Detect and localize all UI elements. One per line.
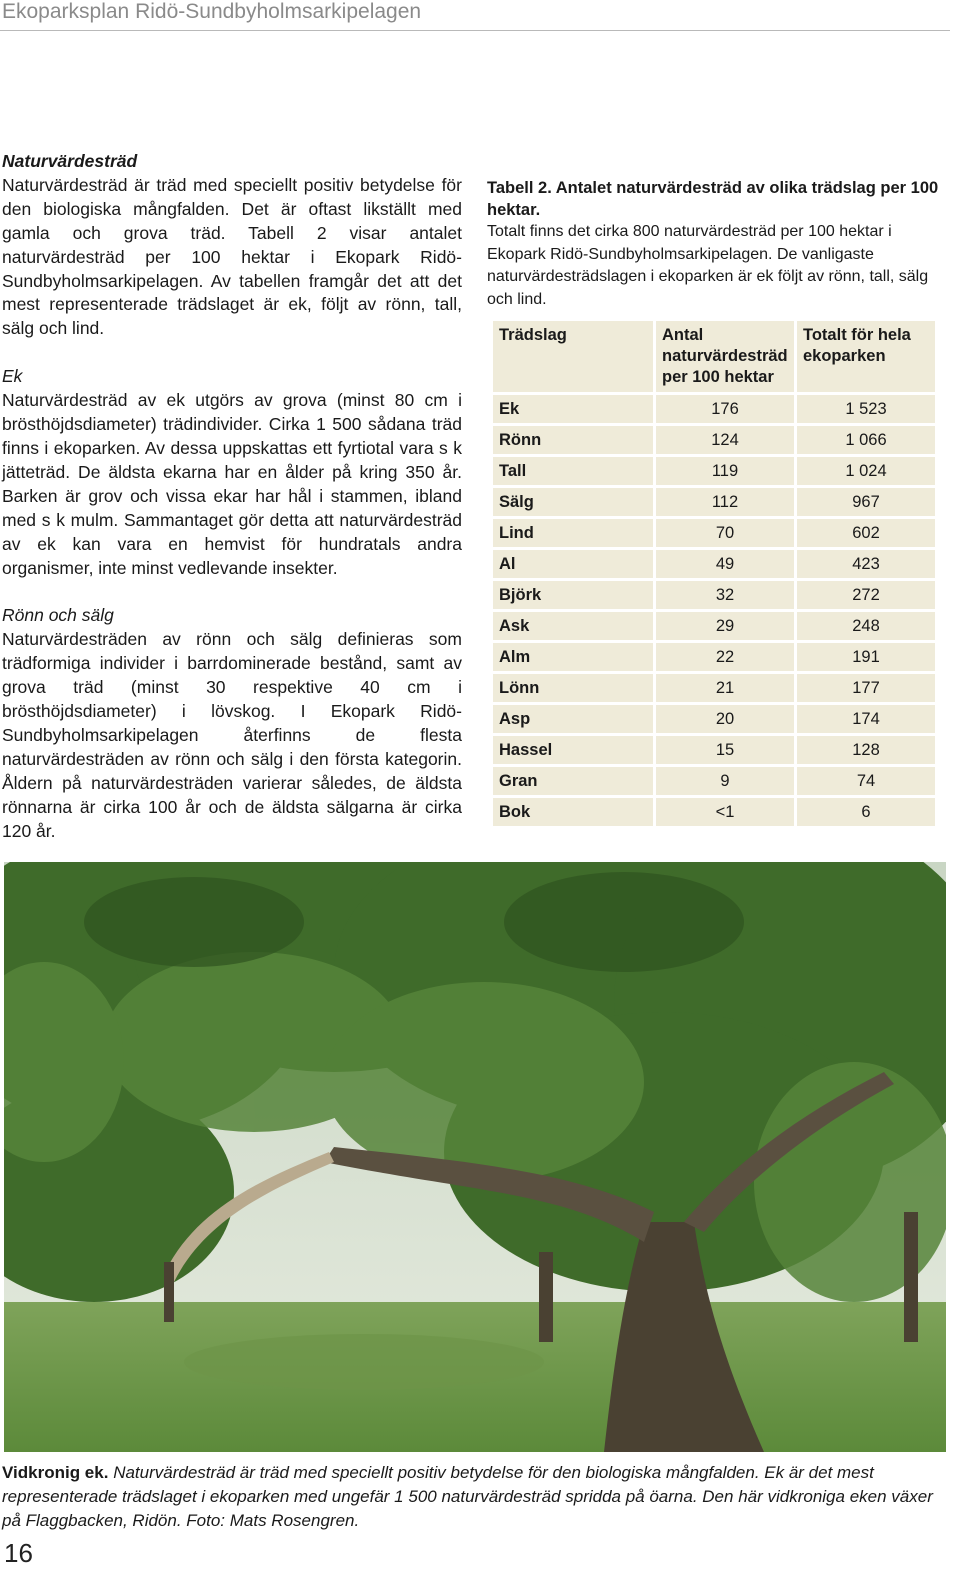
species-cell: Björk [493,581,653,609]
ronn-salg-subheading: Rönn och sälg [2,605,114,626]
species-cell: Lind [493,519,653,547]
running-header [0,0,950,31]
species-cell: Al [493,550,653,578]
photo-illustration [4,862,946,1452]
photo-caption-text: Naturvärdesträd är träd med speciellt positiv betydelse för den biologiska mångfalden. Ek är det mest representerade trädslaget i ekoparken med ungefär 1 500 naturvärdesträd spridda på öarna. Den här vidkroniga eken växer på Flaggbacken, Ridön. Foto: Mats Rosengren. [2,1463,933,1530]
total-cell: 128 [797,736,935,764]
table-row [493,643,935,671]
species-cell: Ek [493,395,653,423]
per-100ha-cell: 70 [656,519,794,547]
body-text-column [2,150,462,843]
species-cell: Ask [493,612,653,640]
ronn-salg-paragraph: Naturvärdesträden av rönn och sälg definieras som trädformiga individer i barrdominerade bestånd, samt av grova träd (minst 30 respektive 40 cm i brösthöjdsdiameter) i lövskog. I Ekopark Ridö-Sundbyholmsarkipelagen återfinns de flesta naturvärdesträden av rönn och sälg i den första kategorin. Åldern på naturvärdesträden varierar således, de äldsta rönnarna är cirka 100 år och de äldsta sälgarna är cirka 120 år. [2,629,462,841]
page-number: 16 [4,1538,33,1568]
total-cell: 191 [797,643,935,671]
per-100ha-cell: 119 [656,457,794,485]
photo-caption [2,1461,950,1533]
per-100ha-cell: 124 [656,426,794,454]
total-cell: 1 523 [797,395,935,423]
per-100ha-cell: 32 [656,581,794,609]
total-cell: 1 066 [797,426,935,454]
per-100ha-cell: 15 [656,736,794,764]
per-100ha-cell: 29 [656,612,794,640]
table-row [493,457,935,485]
per-100ha-cell: 49 [656,550,794,578]
total-cell: 174 [797,705,935,733]
per-100ha-cell: 176 [656,395,794,423]
per-100ha-cell: 22 [656,643,794,671]
ek-paragraph: Naturvärdesträd av ek utgörs av grova (minst 80 cm i brösthöjdsdiameter) trädindivider. Cirka 1 500 sådana träd finns i ekoparken. Av dessa uppskattas ett fyrtiotal vara s k jätteträd. De äldsta ekarna har en ålder på kring 350 år. Barken är grov och vissa ekar har hål i stammen, ibland med s k mulm. Sammantaget gör detta att naturvärdesträd av ek kan vara en hemvist för hundratals andra organismer, inte minst vedlevande insekter. [2,390,462,578]
species-cell: Alm [493,643,653,671]
table-caption-text: Totalt finns det cirka 800 naturvärdesträd per 100 hektar i Ekopark Ridö-Sundbyholmsarkipelagen. De vanligaste naturvärdesträdslagen i ekoparken är ek följt av rönn, tall, sälg och lind. [487,223,929,308]
per-100ha-cell: 112 [656,488,794,516]
column-header-per-100ha: Antal naturvärdesträd per 100 hektar [656,321,794,392]
column-header-species: Trädslag [493,321,653,392]
species-cell: Sälg [493,488,653,516]
photo-caption-title: Vidkronig ek. [2,1463,109,1482]
table-row [493,550,935,578]
column-header-total: Totalt för hela ekoparken [797,321,935,392]
table-row [493,612,935,640]
total-cell: 967 [797,488,935,516]
total-cell: 602 [797,519,935,547]
table-row [493,767,935,795]
ek-subheading: Ek [2,366,23,387]
per-100ha-cell: 9 [656,767,794,795]
species-cell: Rönn [493,426,653,454]
per-100ha-cell: <1 [656,798,794,826]
table-row [493,674,935,702]
table-row [493,395,935,423]
table-row [493,581,935,609]
tree-species-table [490,318,938,829]
table-row [493,488,935,516]
table-row [493,705,935,733]
species-cell: Gran [493,767,653,795]
total-cell: 177 [797,674,935,702]
table-row [493,736,935,764]
table-header-row [493,321,935,392]
table-caption [487,177,947,311]
table-caption-title: Tabell 2. Antalet naturvärdesträd av olika trädslag per 100 hektar. [487,179,939,219]
species-cell: Hassel [493,736,653,764]
species-cell: Tall [493,457,653,485]
total-cell: 74 [797,767,935,795]
intro-paragraph: Naturvärdesträd är träd med speciellt positiv betydelse för den biologiska mångfalden. Det är oftast likställt med gamla och grova träd. Tabell 2 visar antalet naturvärdesträd per 100 hektar i Ekopark Ridö-Sundbyholmsarkipelagen. Av tabellen framgår det att det mest representerade trädslaget är ek, följt av rönn, tall, sälg och lind. [2,174,462,339]
total-cell: 272 [797,581,935,609]
table-row [493,426,935,454]
total-cell: 248 [797,612,935,640]
species-cell: Bok [493,798,653,826]
total-cell: 6 [797,798,935,826]
per-100ha-cell: 20 [656,705,794,733]
table-row [493,519,935,547]
species-cell: Lönn [493,674,653,702]
section-heading: Naturvärdesträd [2,151,138,171]
oak-tree-photo [4,862,946,1452]
total-cell: 1 024 [797,457,935,485]
per-100ha-cell: 21 [656,674,794,702]
table-row [493,798,935,826]
total-cell: 423 [797,550,935,578]
species-cell: Asp [493,705,653,733]
document-title: Ekoparksplan Ridö-Sundbyholmsarkipelagen [2,0,422,23]
